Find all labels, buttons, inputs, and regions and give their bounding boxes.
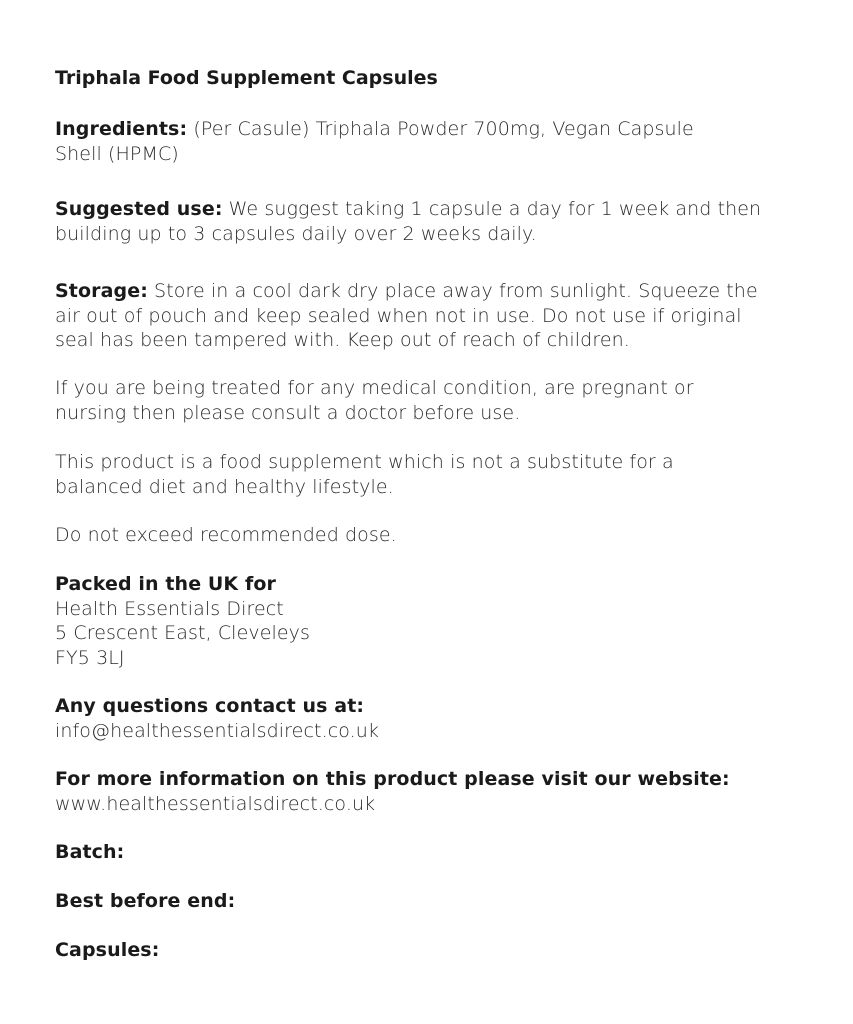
ingredients-section	[55, 117, 694, 166]
storage-text-1: Store in a cool dark dry place away from sunlight. Squeeze the	[154, 280, 758, 302]
dose-warning	[55, 523, 397, 548]
supplement-notice-text-1: This product is a food supplement which is not a substitute for a	[55, 451, 674, 473]
suggested-use-heading: Suggested use:	[55, 198, 223, 220]
medical-warning-text-2: nursing then please consult a doctor before use.	[55, 401, 521, 424]
packer-heading: Packed in the UK for	[55, 573, 276, 595]
storage-text-3: seal has been tampered with. Keep out of reach of children.	[55, 329, 630, 351]
ingredients-text-2: Shell (HPMC)	[55, 142, 179, 165]
storage-line-1	[55, 279, 758, 304]
supplement-notice-text-2: balanced diet and healthy lifestyle.	[55, 475, 394, 498]
storage-text-2: air out of pouch and keep sealed when not in use. Do not use if original	[55, 304, 742, 327]
supplement-notice-section	[55, 450, 674, 499]
medical-warning-text-1: If you are being treated for any medical condition, are pregnant or	[55, 377, 694, 399]
capsules-label: Capsules:	[55, 939, 160, 961]
suggested-use-line-1	[55, 197, 761, 222]
contact-email: info@healthessentialsdirect.co.uk	[55, 719, 380, 742]
packer-section	[55, 572, 310, 670]
contact-section	[55, 694, 379, 743]
website-heading: For more information on this product please visit our website:	[55, 768, 730, 790]
batch-label: Batch:	[55, 841, 125, 863]
storage-section	[55, 279, 758, 353]
website-url: www.healthessentialsdirect.co.uk	[55, 792, 376, 815]
packer-postcode: FY5 3LJ	[55, 646, 125, 669]
packer-company: Health Essentials Direct	[55, 597, 284, 620]
product-title: Triphala Food Supplement Capsules	[55, 67, 438, 89]
best-before-label: Best before end:	[55, 890, 236, 912]
suggested-use-text-2: building up to 3 capsules daily over 2 weeks daily.	[55, 222, 537, 245]
packer-address: 5 Crescent East, Cleveleys	[55, 622, 310, 644]
ingredients-heading: Ingredients:	[55, 118, 188, 140]
contact-heading: Any questions contact us at:	[55, 695, 365, 717]
suggested-use-section	[55, 197, 761, 246]
suggested-use-text-1: We suggest taking 1 capsule a day for 1 week and then	[228, 198, 762, 220]
medical-warning-section	[55, 376, 694, 425]
ingredients-text-1: (Per Casule) Triphala Powder 700mg, Vegan Capsule	[193, 118, 694, 140]
dose-warning-text: Do not exceed recommended dose.	[55, 524, 397, 546]
storage-heading: Storage:	[55, 280, 148, 302]
website-section	[55, 767, 730, 816]
ingredients-line-1	[55, 117, 694, 142]
